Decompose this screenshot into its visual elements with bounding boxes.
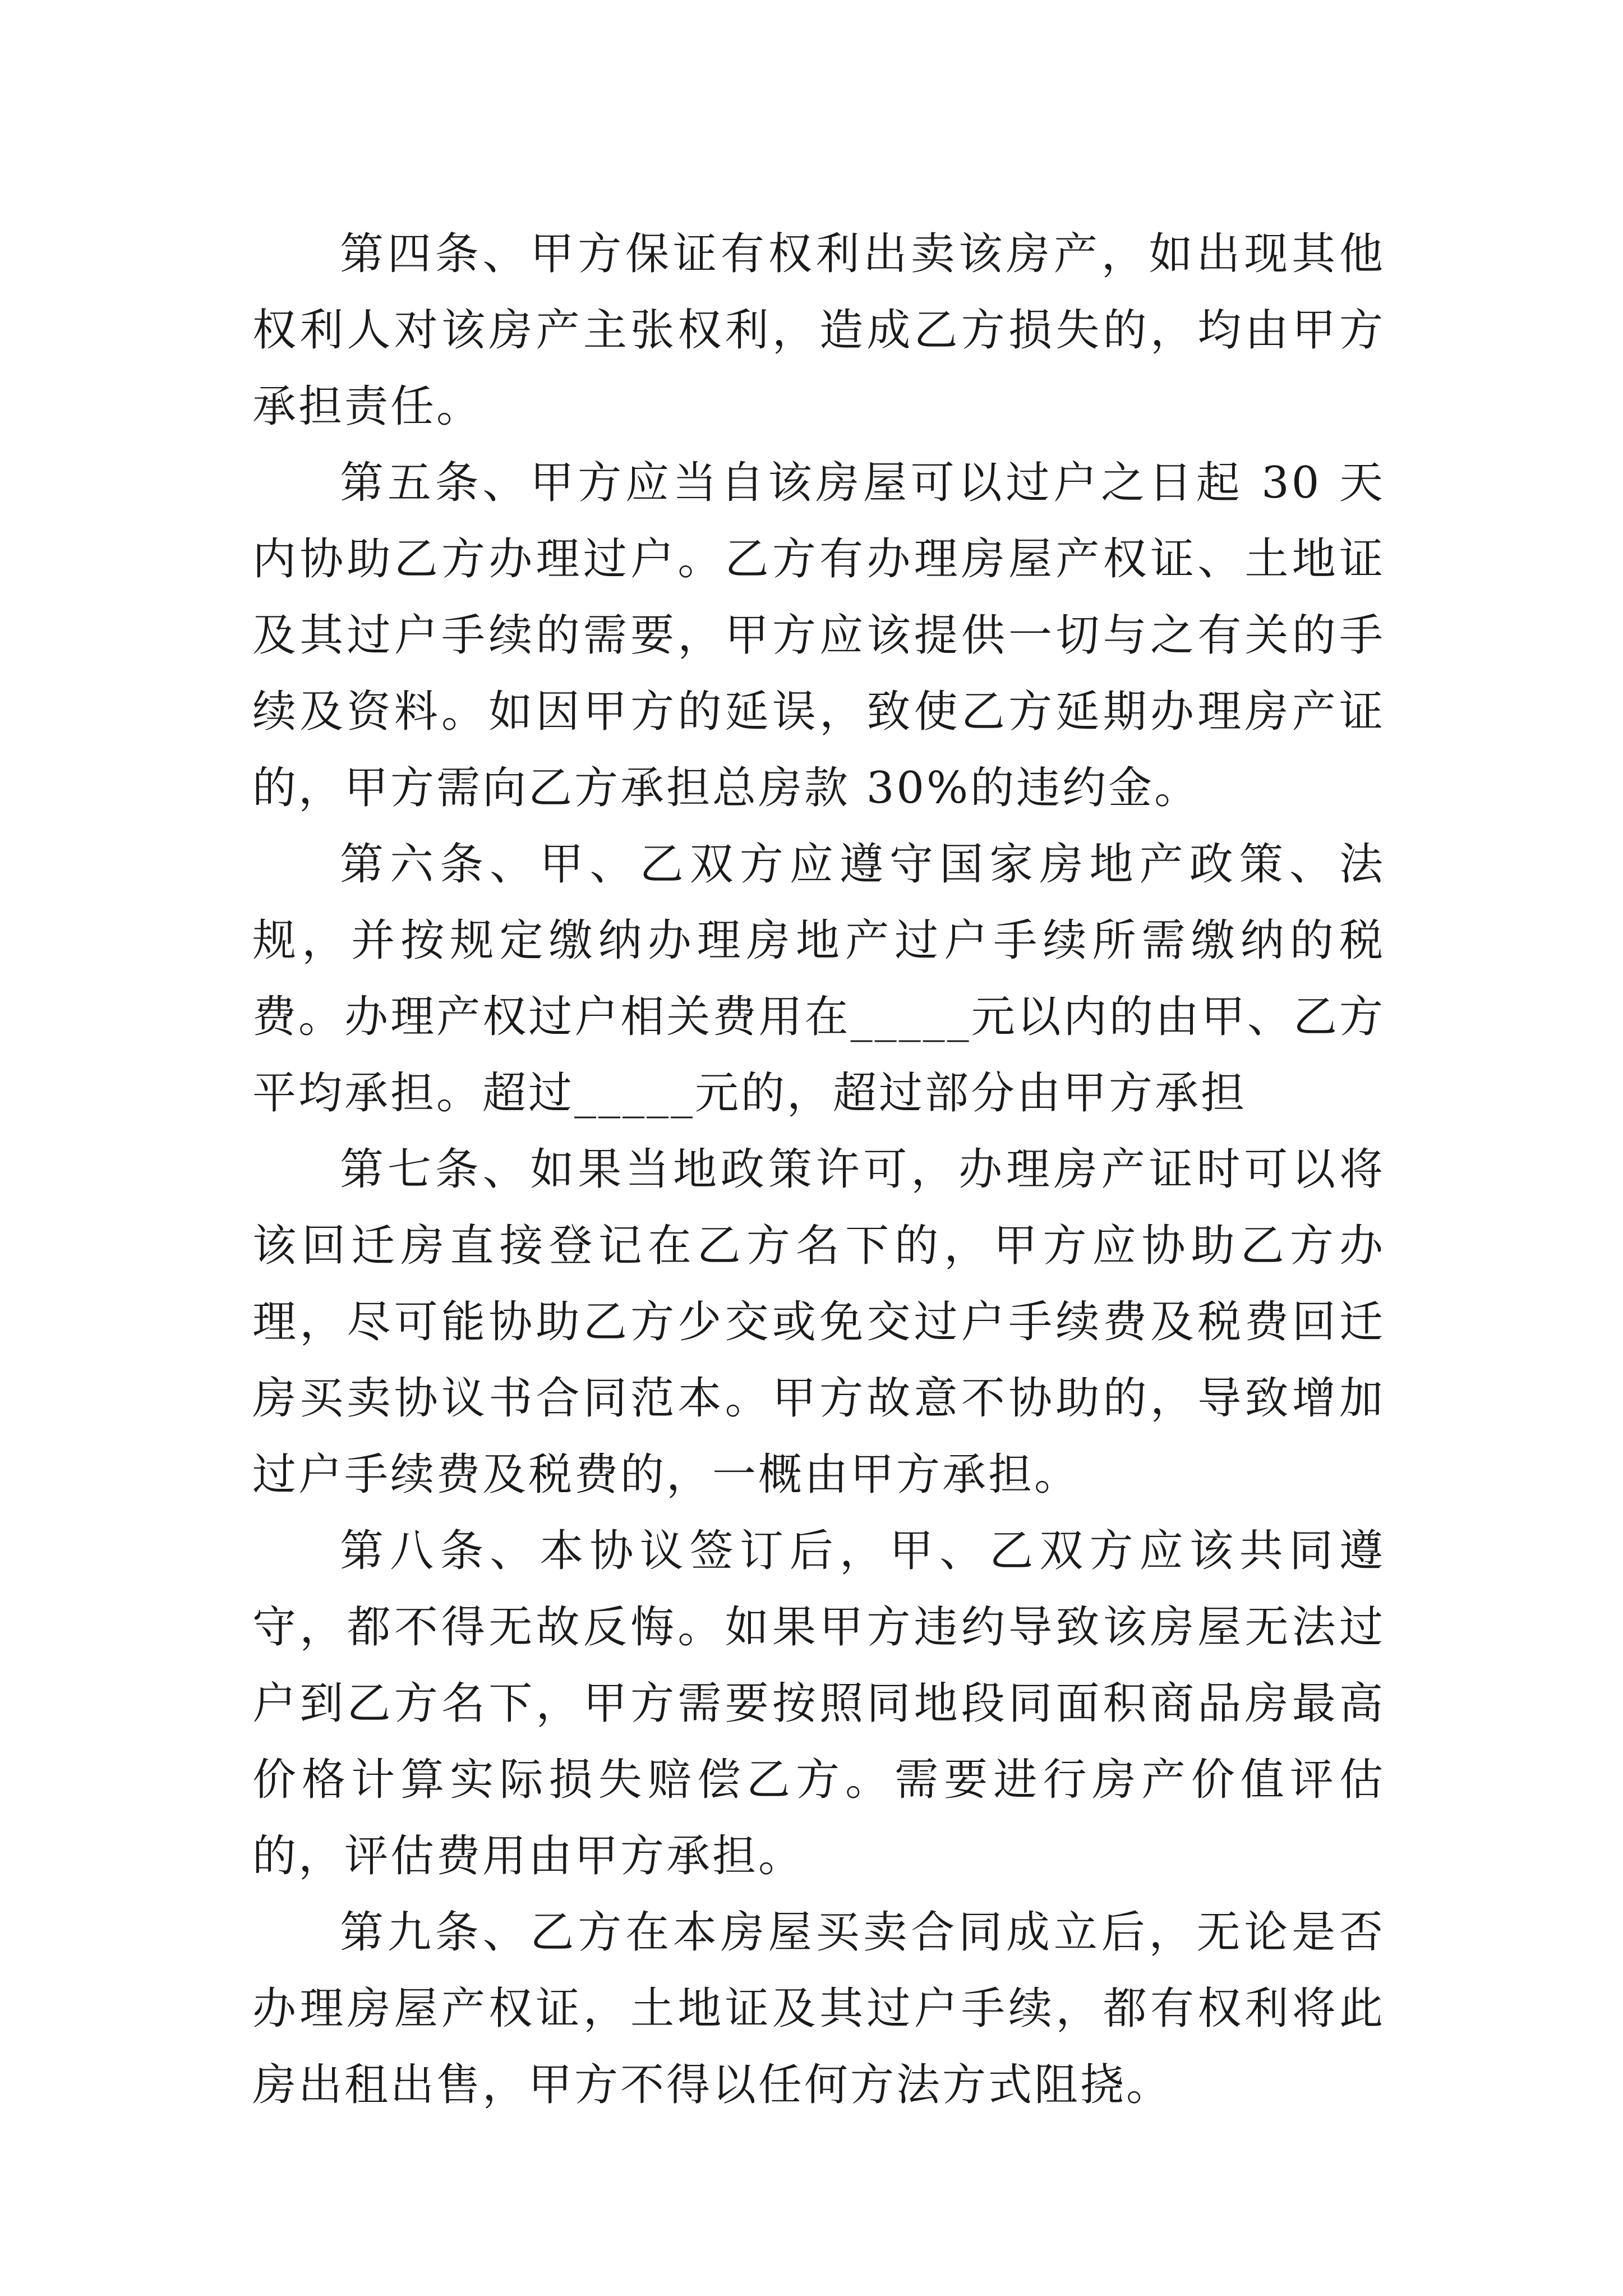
clause-4: 第四条、甲方保证有权利出卖该房产，如出现其他权利人对该房产主张权利，造成乙方损失的，均由甲方承担责任。 [252,229,1385,432]
clause-8: 第八条、本协议签订后，甲、乙双方应该共同遵守，都不得无故反悔。如果甲方违约导致该房屋无法过户到乙方名下，甲方需要按照同地段同面积商品房最高价格计算实际损失赔偿乙方。需要进行房产价值评估的，评估费用由甲方承担。 [252,1526,1385,1881]
clause-6: 第六条、甲、乙双方应遵守国家房地产政策、法规，并按规定缴纳办理房地产过户手续所需缴纳的税费。办理产权过户相关费用在_____元以内的由甲、乙方平均承担。超过_____元的，超过部分由甲方承担 [252,839,1385,1119]
clause-9: 第九条、乙方在本房屋买卖合同成立后，无论是否办理房屋产权证，土地证及其过户手续，都有权利将此房出租出售，甲方不得以任何方法方式阻挠。 [252,1907,1385,2110]
clause-5: 第五条、甲方应当自该房屋可以过户之日起 30 天内协助乙方办理过户。乙方有办理房屋产权证、土地证及其过户手续的需要，甲方应该提供一切与之有关的手续及资料。如因甲方的延误，致使乙方延期办理房产证的，甲方需向乙方承担总房款 30%的违约金。 [252,458,1385,813]
document-body [252,216,1385,2123]
clause-7: 第七条、如果当地政策许可，办理房产证时可以将该回迁房直接登记在乙方名下的，甲方应协助乙方办理，尽可能协助乙方少交或免交过户手续费及税费回迁房买卖协议书合同范本。甲方故意不协助的，导致增加过户手续费及税费的，一概由甲方承担。 [252,1144,1385,1500]
